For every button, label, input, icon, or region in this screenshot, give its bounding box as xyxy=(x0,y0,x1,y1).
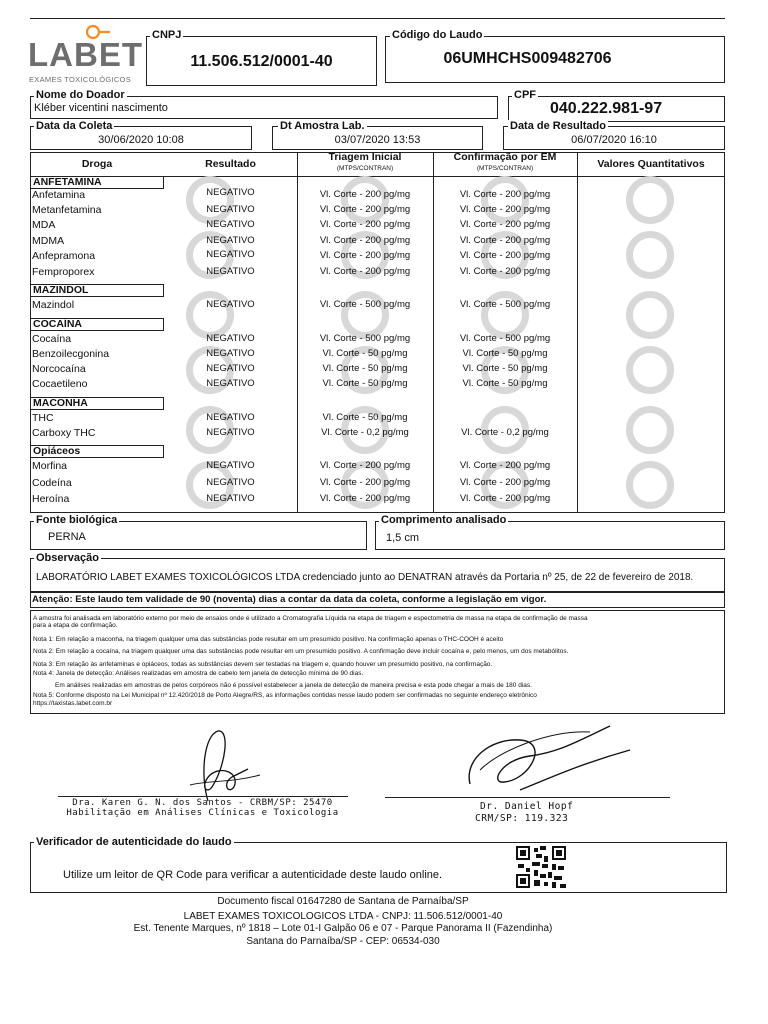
drug-name: Cocaína xyxy=(32,333,72,345)
drug-name: Heroína xyxy=(32,493,70,505)
group-opiaceos: Opiáceos xyxy=(30,445,164,458)
drug-result: NEGATIVO xyxy=(206,219,255,230)
signature-right-role: CRM/SP: 119.323 xyxy=(475,813,569,824)
codigo-value: 06UMHCHS009482706 xyxy=(443,50,612,67)
drug-triagem: Vl. Corte - 200 pg/mg xyxy=(319,219,411,230)
drug-triagem: Vl. Corte - 200 pg/mg xyxy=(319,250,411,261)
verificador-box xyxy=(30,842,727,893)
th-confirmacao-sub: (MTPS/CONTRAN) xyxy=(476,165,534,172)
drug-confirmacao: Vl. Corte - 200 pg/mg xyxy=(459,493,551,504)
drug-name: Anfetamina xyxy=(32,189,86,201)
drug-confirmacao: Vl. Corte - 0,2 pg/mg xyxy=(461,427,549,438)
drug-name: Metanfetamina xyxy=(32,204,102,216)
group-cocaina: COCAÍNA xyxy=(30,318,164,331)
th-triagem-sub: (MTPS/CONTRAN) xyxy=(336,165,394,172)
drug-triagem: Vl. Corte - 200 pg/mg xyxy=(319,493,411,504)
group-anfetamina: ANFETAMINA xyxy=(30,176,164,189)
verificador-text: Utilize um leitor de QR Code para verificar a autenticidade deste laudo online. xyxy=(63,869,443,881)
drug-result: NEGATIVO xyxy=(206,249,255,260)
drug-triagem: Vl. Corte - 200 pg/mg xyxy=(319,460,411,471)
nome-value: Kléber vicentini nascimento xyxy=(34,102,168,114)
drug-name: Benzoilecgonina xyxy=(32,348,110,360)
drug-name: Codeína xyxy=(32,477,72,489)
cpf-value: 040.222.981-97 xyxy=(550,100,663,117)
drug-confirmacao: Vl. Corte - 200 pg/mg xyxy=(459,219,551,230)
note-5-url: https://taxistas.labet.com.br xyxy=(33,700,113,707)
coleta-label: Data da Coleta xyxy=(36,120,113,132)
atencao-text: Atenção: Este laudo tem validade de 90 (noventa) dias a contar da data da coleta, conforme a legislação em vigor. xyxy=(32,594,547,605)
drug-result: NEGATIVO xyxy=(206,299,255,310)
th-resultado: Resultado xyxy=(205,158,256,170)
drug-name: MDMA xyxy=(32,235,65,247)
resultado-label: Data de Resultado xyxy=(510,120,606,132)
watermark-circle xyxy=(186,176,234,224)
th-droga: Droga xyxy=(81,158,113,170)
watermark-circle xyxy=(626,231,674,279)
logo-tagline: EXAMES TOXICOLÓGICOS xyxy=(29,75,131,84)
drug-name: Cocaetileno xyxy=(32,378,88,390)
watermark-circle xyxy=(341,176,389,224)
drug-triagem: Vl. Corte - 50 pg/mg xyxy=(322,378,408,389)
drug-result: NEGATIVO xyxy=(206,187,255,198)
fonte-label: Fonte biológica xyxy=(36,514,118,526)
signature-left-role: Habilitação em Análises Clínicas e Toxicologia xyxy=(66,808,339,818)
cnpj-value: 11.506.512/0001-40 xyxy=(190,53,333,70)
watermark-circle xyxy=(626,406,674,454)
drug-result: NEGATIVO xyxy=(206,266,255,277)
footer-line-3: Est. Tenente Marques, nº 1818 – Lote 01-I Galpão 06 e 07 - Parque Panorama II (Fazendinha) xyxy=(133,923,553,934)
drug-name: THC xyxy=(32,412,54,424)
logo-name: LABET xyxy=(28,36,143,73)
footer-line-1: Documento fiscal 01647280 de Santana de Parnaíba/SP xyxy=(217,896,469,907)
drug-confirmacao: Vl. Corte - 200 pg/mg xyxy=(459,477,551,488)
drug-triagem: Vl. Corte - 200 pg/mg xyxy=(319,189,411,200)
drug-triagem: Vl. Corte - 500 pg/mg xyxy=(319,299,411,310)
drug-name: Morfina xyxy=(32,460,68,472)
drug-triagem: Vl. Corte - 50 pg/mg xyxy=(322,363,408,374)
drug-confirmacao: Vl. Corte - 200 pg/mg xyxy=(459,250,551,261)
drug-name: Anfepramona xyxy=(32,250,96,262)
drug-confirmacao: Vl. Corte - 500 pg/mg xyxy=(459,333,551,344)
drug-triagem: Vl. Corte - 50 pg/mg xyxy=(322,348,408,359)
note-intro-cont: para a etapa de confirmação. xyxy=(33,622,118,629)
drug-confirmacao: Vl. Corte - 200 pg/mg xyxy=(459,266,551,277)
drug-result: NEGATIVO xyxy=(206,333,255,344)
drug-name: MDA xyxy=(32,219,56,231)
group-maconha: MACONHA xyxy=(30,397,164,410)
cpf-label: CPF xyxy=(514,89,536,101)
verificador-label: Verificador de autenticidade do laudo xyxy=(36,836,232,848)
footer-line-4: Santana do Parnaíba/SP - CEP: 06534-030 xyxy=(246,936,440,947)
note-3: Nota 3: Em relação às anfetaminas e opiáceos, todas as substâncias devem ser testadas na triagem e, quando houver um presumido positivo, na confirmação. xyxy=(33,661,493,668)
drug-result: NEGATIVO xyxy=(206,460,255,471)
drug-confirmacao: Vl. Corte - 200 pg/mg xyxy=(459,204,551,215)
labet-logo xyxy=(28,24,143,86)
drug-confirmacao: Vl. Corte - 50 pg/mg xyxy=(462,378,548,389)
cnpj-label: CNPJ xyxy=(152,29,182,41)
codigo-label: Código do Laudo xyxy=(392,29,483,41)
signature-right-scribble xyxy=(460,720,640,800)
drug-result: NEGATIVO xyxy=(206,427,255,438)
drug-result: NEGATIVO xyxy=(206,235,255,246)
signature-right-line xyxy=(385,797,670,798)
drug-name: Mazindol xyxy=(32,299,75,311)
drug-result: NEGATIVO xyxy=(206,412,255,423)
drug-confirmacao: Vl. Corte - 200 pg/mg xyxy=(459,235,551,246)
drug-confirmacao: Vl. Corte - 50 pg/mg xyxy=(462,363,548,374)
drug-confirmacao: Vl. Corte - 200 pg/mg xyxy=(459,460,551,471)
watermark-circle xyxy=(626,346,674,394)
drug-confirmacao: Vl. Corte - 500 pg/mg xyxy=(459,299,551,310)
note-4: Nota 4: Janela de detecção: Análises realizadas em amostra de cabelo tem janela de detecção mínima de 90 dias. xyxy=(33,670,364,677)
drug-name: Norcocaína xyxy=(32,363,86,375)
drug-result: NEGATIVO xyxy=(206,493,255,504)
drug-name: Femproporex xyxy=(32,266,95,278)
drug-confirmacao: Vl. Corte - 200 pg/mg xyxy=(459,189,551,200)
signature-right-name: Dr. Daniel Hopf xyxy=(480,801,574,812)
comprimento-value: 1,5 cm xyxy=(386,532,420,544)
drug-triagem: Vl. Corte - 200 pg/mg xyxy=(319,477,411,488)
qr-code-icon[interactable] xyxy=(516,846,566,888)
drug-result: NEGATIVO xyxy=(206,204,255,215)
note-2: Nota 2: Em relação a cocaína, na triagem qualquer uma das substâncias pode resultar em um presumido positivo. A confirmação deve incluir cocaína e, pelo menos, um dos metabólitos. xyxy=(33,648,569,655)
group-mazindol: MAZINDOL xyxy=(30,284,164,297)
amostra-label: Dt Amostra Lab. xyxy=(280,120,365,132)
watermark-circle xyxy=(626,461,674,509)
amostra-value: 03/07/2020 13:53 xyxy=(334,134,421,146)
th-confirmacao: Confirmação por EM xyxy=(453,151,557,163)
coleta-value: 30/06/2020 10:08 xyxy=(98,134,184,146)
th-triagem: Triagem Inicial xyxy=(328,151,402,163)
signature-left-name: Dra. Karen G. N. dos Santos - CRBM/SP: 25470 xyxy=(72,798,333,808)
drug-result: NEGATIVO xyxy=(206,477,255,488)
footer-line-2: LABET EXAMES TOXICOLOGICOS LTDA - CNPJ: 11.506.512/0001-40 xyxy=(183,911,503,922)
watermark-circle xyxy=(626,291,674,339)
watermark-circle xyxy=(481,176,529,224)
drug-triagem: Vl. Corte - 0,2 pg/mg xyxy=(321,427,409,438)
fonte-value: PERNA xyxy=(48,531,86,543)
resultado-value: 06/07/2020 16:10 xyxy=(571,134,657,146)
drug-triagem: Vl. Corte - 200 pg/mg xyxy=(319,204,411,215)
drug-triagem: Vl. Corte - 500 pg/mg xyxy=(319,333,411,344)
observacao-text: LABORATÓRIO LABET EXAMES TOXICOLÓGICOS LTDA credenciado junto ao DENATRAN através da Portaria nº 25, de 22 de fevereiro de 2018. xyxy=(36,572,694,583)
drug-name: Carboxy THC xyxy=(32,427,96,439)
note-5: Nota 5: Conforme disposto na Lei Municipal nº 12.420/2018 de Porto Alegre/RS, as informações contidas nesse laudo podem ser confirmadas no seguinte endereço eletrônico xyxy=(33,692,537,699)
drug-triagem: Vl. Corte - 200 pg/mg xyxy=(319,266,411,277)
drug-result: NEGATIVO xyxy=(206,348,255,359)
note-1: Nota 1: Em relação a maconha, na triagem qualquer uma das substâncias pode resultar em um presumido positivo. Na confirmação apenas o THC-COOH é aceito xyxy=(33,636,504,643)
signature-left-line xyxy=(58,796,348,797)
drug-triagem: Vl. Corte - 50 pg/mg xyxy=(322,412,408,423)
drug-result: NEGATIVO xyxy=(206,363,255,374)
drug-triagem: Vl. Corte - 200 pg/mg xyxy=(319,235,411,246)
note-4-cont: Em análises realizadas em amostras de pelos corpóreos não é possível estabelecer a janela de detecção de maneira precisa e esta pode chegar a mais de 180 dias. xyxy=(55,682,532,689)
observacao-label: Observação xyxy=(36,552,99,564)
signature-left-scribble xyxy=(170,725,270,805)
note-intro: A amostra foi analisada em laboratório externo por meio de ensaios onde é utilizado a Cromatografia Líquida na etapa de triagem e espectometria de massa na etapa de confirmação de massa xyxy=(33,615,588,622)
watermark-circle xyxy=(626,176,674,224)
comprimento-label: Comprimento analisado xyxy=(381,514,507,526)
drug-result: NEGATIVO xyxy=(206,378,255,389)
drug-confirmacao: Vl. Corte - 50 pg/mg xyxy=(462,348,548,359)
nome-label: Nome do Doador xyxy=(36,89,125,101)
th-valores: Valores Quantitativos xyxy=(597,158,705,170)
